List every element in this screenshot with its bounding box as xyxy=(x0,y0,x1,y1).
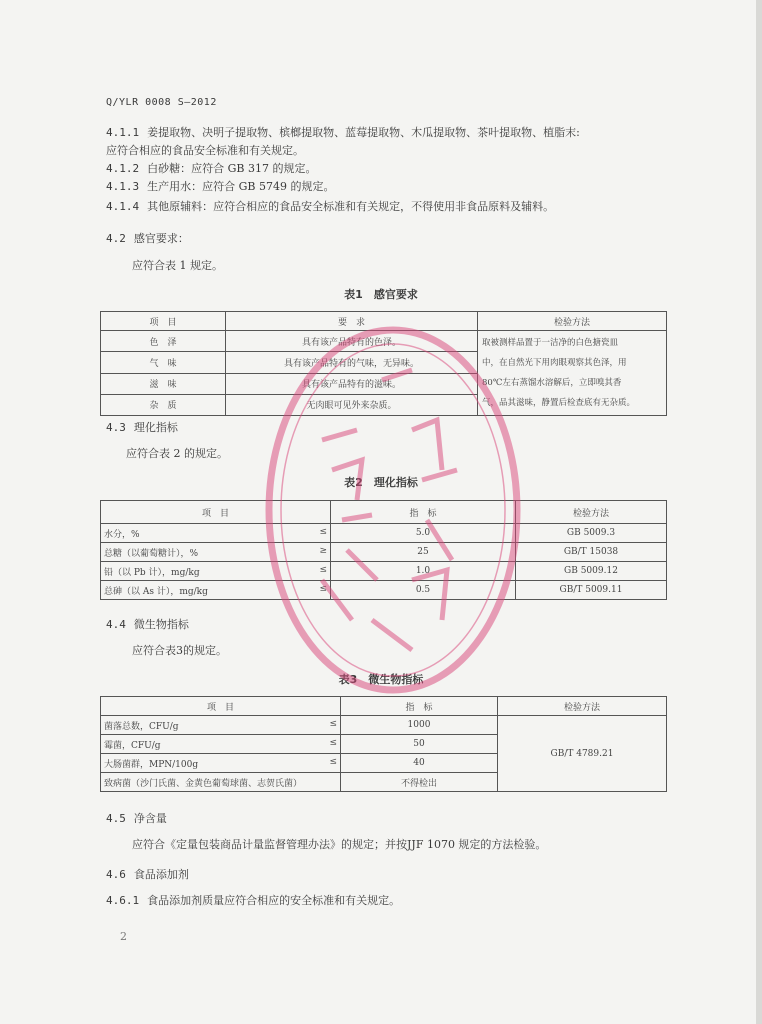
clause-text: 白砂糖：应符合 GB 317 的规定。 xyxy=(147,162,317,175)
section-number: 4.6 xyxy=(106,868,126,881)
section-number: 4.2 xyxy=(106,232,126,245)
comparator: ≤ xyxy=(319,583,327,594)
method-line: 气，品其滋味，静置后检查底有无杂质。 xyxy=(482,398,636,408)
item-label: 水分，% xyxy=(104,529,140,540)
value-cell: 1000 xyxy=(341,716,498,735)
section-title: 理化指标 xyxy=(133,421,178,434)
section-number: 4.5 xyxy=(106,812,126,825)
comparator: ≤ xyxy=(329,718,337,729)
table1-caption: 表1 感官要求 xyxy=(344,288,418,301)
clause-4-1-4 xyxy=(106,200,554,214)
comparator: ≤ xyxy=(319,526,327,537)
section-4-4-heading xyxy=(106,616,189,632)
clause-4-1-3 xyxy=(106,180,334,194)
clause-text: 其他原辅料：应符合相应的食品安全标准和有关规定，不得使用非食品原料及辅料。 xyxy=(147,200,555,213)
method-cell: GB/T 15038 xyxy=(516,543,667,562)
value-cell: 50 xyxy=(341,735,498,754)
clause-text: 姜提取物、决明子提取物、槟榔提取物、蓝莓提取物、木瓜提取物、茶叶提取物、植脂末: xyxy=(147,126,580,139)
section-4-6-heading xyxy=(106,866,189,882)
comparator: ≤ xyxy=(319,564,327,575)
header-cell: 项 目 xyxy=(101,697,341,716)
item-label: 总砷（以 As 计），mg/kg xyxy=(104,586,208,597)
item-cell xyxy=(101,773,341,792)
value-cell: 5.0 xyxy=(331,524,516,543)
requirement-cell: 具有该产品特有的滋味。 xyxy=(226,373,478,394)
item-cell: 色 泽 xyxy=(101,331,226,352)
method-line: 中，在自然光下用肉眼观察其色泽，用 xyxy=(482,358,627,368)
comparator: ≤ xyxy=(329,756,337,767)
clause-number: 4.1.1 xyxy=(106,126,140,139)
value-cell: 不得检出 xyxy=(341,773,498,792)
clause-text: 食品添加剂质量应符合相应的安全标准和有关规定。 xyxy=(147,894,401,907)
item-label: 大肠菌群，MPN/100g xyxy=(104,759,199,770)
requirement-cell: 具有该产品特有的色泽。 xyxy=(226,331,478,352)
value-cell: 40 xyxy=(341,754,498,773)
table3-caption: 表3 微生物指标 xyxy=(338,673,424,686)
seal-glyph xyxy=(372,370,412,650)
item-cell: 滋 味 xyxy=(101,373,226,394)
value-cell: 0.5 xyxy=(331,581,516,600)
item-cell xyxy=(101,716,341,735)
header-cell: 要 求 xyxy=(226,312,478,331)
method-cell: GB 5009.3 xyxy=(516,524,667,543)
method-cell: GB 5009.12 xyxy=(516,562,667,581)
comparator: ≤ xyxy=(329,737,337,748)
company-seal-stamp xyxy=(262,320,524,700)
table2-caption: 表2 理化指标 xyxy=(344,476,418,489)
clause-4-1-1 xyxy=(106,126,580,140)
item-label: 铅（以 Pb 计），mg/kg xyxy=(104,567,200,578)
clause-number: 4.1.3 xyxy=(106,180,140,193)
header-cell: 检验方法 xyxy=(516,501,667,524)
section-title: 微生物指标 xyxy=(133,618,189,631)
section-number: 4.4 xyxy=(106,618,126,631)
header-cell: 指 标 xyxy=(341,697,498,716)
method-line: 80℃左右蒸馏水溶解后，立即嗅其香 xyxy=(482,378,622,388)
header-cell: 项 目 xyxy=(101,312,226,331)
section-4-3-body: 应符合表 2 的规定。 xyxy=(126,447,228,460)
clause-number: 4.1.2 xyxy=(106,162,140,175)
item-cell xyxy=(101,735,341,754)
seal-glyph xyxy=(412,420,457,620)
section-4-5-heading xyxy=(106,810,167,826)
value-cell: 25 xyxy=(331,543,516,562)
comparator: ≥ xyxy=(319,545,327,556)
header-cell: 指 标 xyxy=(331,501,516,524)
requirement-cell: 无肉眼可见外来杂质。 xyxy=(226,394,478,415)
item-cell: 杂 质 xyxy=(101,394,226,415)
method-line: 取被测样品置于一洁净的白色搪瓷皿 xyxy=(482,338,619,348)
header-cell: 项 目 xyxy=(101,501,331,524)
document-code: Q/YLR 0008 S—2012 xyxy=(106,97,217,108)
section-4-2-heading xyxy=(106,230,189,246)
item-label: 致病菌（沙门氏菌、金黄色葡萄球菌、志贺氏菌） xyxy=(104,778,303,789)
section-4-3-heading xyxy=(106,419,178,435)
section-title: 感官要求： xyxy=(133,232,189,245)
table3-microbiological xyxy=(100,696,667,792)
method-cell: GB/T 4789.21 xyxy=(498,716,667,792)
section-4-5-body: 应符合《定量包装商品计量监督管理办法》的规定；并按JJF 1070 规定的方法检验。 xyxy=(132,838,547,851)
section-title: 食品添加剂 xyxy=(133,868,189,881)
item-cell: 气 味 xyxy=(101,352,226,373)
header-cell: 检验方法 xyxy=(478,312,667,331)
table-row xyxy=(101,716,667,735)
item-cell xyxy=(101,754,341,773)
item-label: 总糖（以葡萄糖计），% xyxy=(104,548,199,559)
item-label: 菌落总数，CFU/g xyxy=(104,721,179,732)
requirement-cell: 具有该产品特有的气味，无异味。 xyxy=(226,352,478,373)
header-cell: 检验方法 xyxy=(498,697,667,716)
section-4-4-body: 应符合表3的规定。 xyxy=(132,644,227,657)
clause-4-6-1 xyxy=(106,894,400,908)
seal-inner-ring xyxy=(281,344,505,676)
page-number: 2 xyxy=(120,930,127,943)
clause-4-1-1-continued: 应符合相应的食品安全标准和有关规定。 xyxy=(106,144,304,157)
value-cell: 1.0 xyxy=(331,562,516,581)
section-number: 4.3 xyxy=(106,421,126,434)
clause-number: 4.6.1 xyxy=(106,894,140,907)
clause-4-1-2 xyxy=(106,162,316,176)
seal-rings xyxy=(269,330,517,690)
method-cell: GB/T 5009.11 xyxy=(516,581,667,600)
scan-edge xyxy=(756,0,762,1024)
seal-glyph xyxy=(322,430,377,620)
clause-number: 4.1.4 xyxy=(106,200,140,213)
clause-text: 生产用水：应符合 GB 5749 的规定。 xyxy=(147,180,335,193)
section-4-2-body: 应符合表 1 规定。 xyxy=(132,259,223,272)
section-title: 净含量 xyxy=(133,812,167,825)
item-label: 霉菌，CFU/g xyxy=(104,740,161,751)
